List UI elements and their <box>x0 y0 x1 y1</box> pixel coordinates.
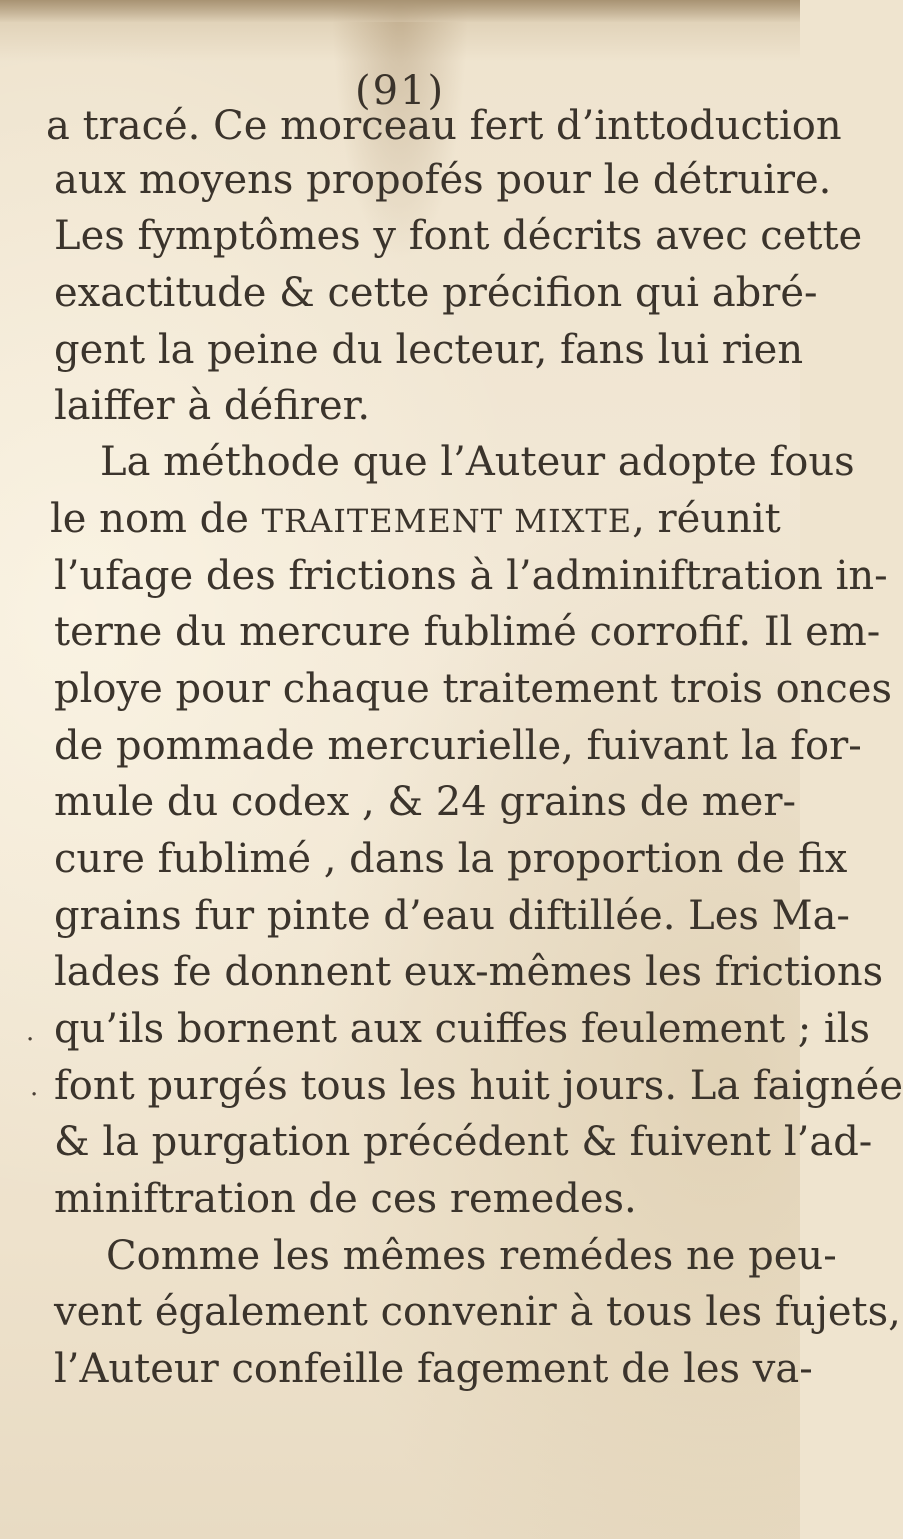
page-top-edge <box>0 0 800 22</box>
text-line: laiffer à défirer. <box>54 383 371 429</box>
body-text <box>0 103 903 1526</box>
text-line: font purgés tous les huit jours. La faignée <box>54 1063 903 1109</box>
text-line: aux moyens propofés pour le détruire. <box>54 157 832 203</box>
paragraph-start-line: Comme les mêmes remédes ne peu- <box>106 1233 837 1279</box>
text-line: terne du mercure fublimé corrofif. Il em- <box>54 609 881 655</box>
text-span: le nom de <box>50 496 249 542</box>
text-line: de pommade mercurielle, fuivant la for- <box>54 723 862 769</box>
text-line: Les fymptômes y font décrits avec cette <box>54 213 863 259</box>
text-line: mule du codex , & 24 grains de mer- <box>54 779 796 825</box>
paragraph-start-line: La méthode que l’Auteur adopte fous <box>100 439 855 485</box>
text-line: gent la peine du lecteur, fans lui rien <box>54 327 804 373</box>
text-line: miniftration de ces remedes. <box>54 1176 637 1222</box>
text-line: exactitude & cette précifion qui abré- <box>54 270 818 316</box>
text-line <box>50 496 781 542</box>
text-line: grains fur pinte d’eau diftillée. Les Ma- <box>54 893 850 939</box>
text-line: cure fublimé , dans la proportion de fix <box>54 836 848 882</box>
margin-speck: · <box>30 1080 39 1110</box>
text-line: & la purgation précédent & fuivent l’ad- <box>54 1119 873 1165</box>
text-line: a tracé. Ce morceau fert d’inttoduction <box>46 103 842 149</box>
text-line: vent également convenir à tous les fujets, <box>54 1289 901 1335</box>
margin-speck: · <box>26 1025 35 1055</box>
text-line: qu’ils bornent aux cuiffes feulement ; ils <box>54 1006 871 1052</box>
text-line: lades fe donnent eux-mêmes les frictions <box>54 949 884 995</box>
text-line: l’ufage des frictions à l’adminiftration in- <box>54 553 888 599</box>
page-number: (91) <box>355 68 446 114</box>
text-line: l’Auteur confeille fagement de les va- <box>54 1346 813 1392</box>
text-line: ploye pour chaque traitement trois onces <box>54 666 893 712</box>
text-span: , réunit <box>632 496 781 542</box>
small-caps-term: TRAITEMENT MIXTE <box>261 502 633 540</box>
